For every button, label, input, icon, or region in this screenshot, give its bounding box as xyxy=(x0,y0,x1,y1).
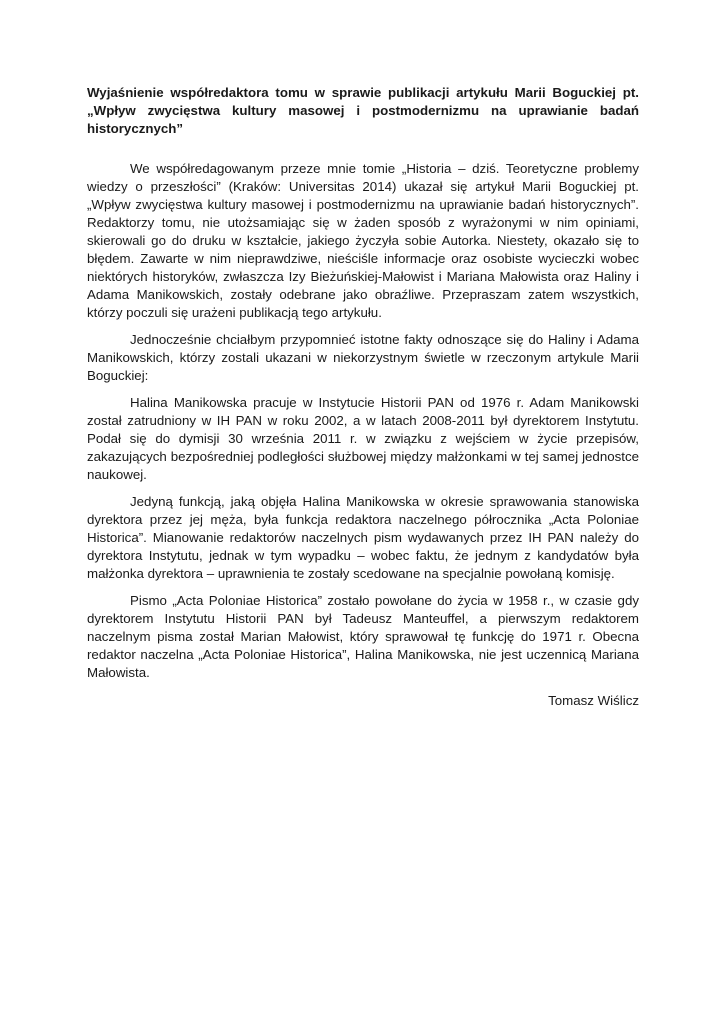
document-title: Wyjaśnienie współredaktora tomu w sprawie publikacji artykułu Marii Boguckiej pt. „Wpływ zwycięstwa kultury masowej i postmodernizmu na uprawianie badań historycznych” xyxy=(87,85,639,136)
signature: Tomasz Wiślicz xyxy=(548,693,639,708)
document-page xyxy=(87,84,639,723)
paragraph-intro: We współredagowanym przeze mnie tomie „Historia – dziś. Teoretyczne problemy wiedzy o przeszłości” (Kraków: Universitas 2014) ukazał się artykuł Marii Boguckiej pt. „Wpływ zwycięstwa kultury masowej i postmodernizmu na uprawianie badań historycznych”. Redaktorzy tomu, nie utożsamiając się w żaden sposób z wyrażonymi w nim opiniami, skierowali go do druku w kształcie, jakiego życzyła sobie Autorka. Niestety, okazało się to błędem. Zawarte w nim nieprawdziwe, nieściśle informacje oraz osobiste wycieczki wobec niektórych historyków, zwłaszcza Izy Bieżuńskiej-Małowist i Mariana Małowista oraz Haliny i Adama Manikowskich, zostały odebrane jako obraźliwe. Przepraszam zatem wszystkich, którzy poczuli się urażeni publikacją tego artykułu. xyxy=(87,161,639,320)
paragraph-employment: Halina Manikowska pracuje w Instytucie Historii PAN od 1976 r. Adam Manikowski został zatrudniony w IH PAN w roku 2002, a w latach 2008-2011 był dyrektorem Instytutu. Podał się do dymisji 30 września 2011 r. w związku z wejściem w życie przepisów, zakazujących bezpośredniej podległości służbowej między małżonkami w tej samej jednostce naukowej. xyxy=(87,395,639,482)
paragraph-journal-history: Pismo „Acta Poloniae Historica” zostało powołane do życia w 1958 r., w czasie gdy dyrektorem Instytutu Historii PAN był Tadeusz Manteuffel, a pierwszym redaktorem naczelnym pisma został Marian Małowist, który sprawował tę funkcję do 1971 r. Obecna redaktor naczelna „Acta Poloniae Historica”, Halina Manikowska, nie jest uczennicą Mariana Małowista. xyxy=(87,593,639,680)
paragraph-editor-function: Jedyną funkcją, jaką objęła Halina Manikowska w okresie sprawowania stanowiska dyrektora przez jej męża, była funkcja redaktora naczelnego półrocznika „Acta Poloniae Historica”. Mianowanie redaktorów naczelnych pism wydawanych przez IH PAN należy do dyrektora Instytutu, jednak w tym wypadku – wobec faktu, że jednym z kandydatów była małżonka dyrektora – uprawnienia te zostały scedowane na specjalnie powołaną komisję. xyxy=(87,494,639,581)
paragraph-reminder: Jednocześnie chciałbym przypomnieć istotne fakty odnoszące się do Haliny i Adama Manikowskich, którzy zostali ukazani w niekorzystnym świetle w rzeczonym artykule Marii Boguckiej: xyxy=(87,332,639,383)
